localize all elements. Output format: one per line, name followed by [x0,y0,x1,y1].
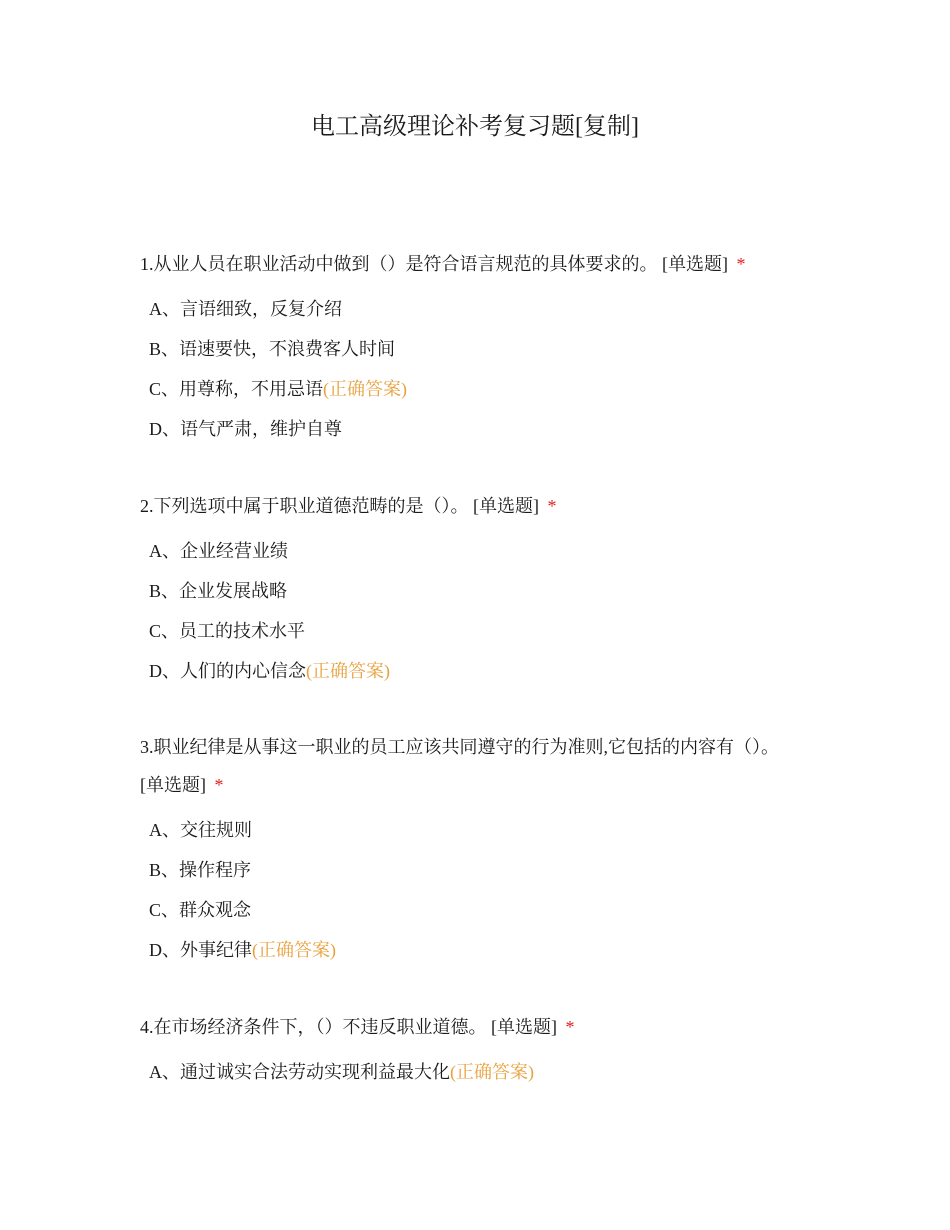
question-2 [140,487,830,691]
correct-answer-tag: (正确答案) [323,379,408,399]
option-text: B、操作程序 [149,860,252,880]
option-d[interactable] [140,409,830,449]
option-a[interactable] [140,810,830,850]
question-stem [140,487,830,525]
option-a[interactable] [140,531,830,571]
option-c[interactable] [140,890,830,930]
option-text: B、语速要快，不浪费客人时间 [149,339,396,359]
required-marker: * [214,775,224,795]
document-title: 电工高级理论补考复习题[复制] [311,114,639,140]
option-text: C、员工的技术水平 [149,621,306,641]
question-3 [140,728,830,970]
option-a[interactable] [140,289,830,329]
correct-answer-tag: (正确答案) [450,1062,534,1082]
question-type-label: [单选题] [491,1017,557,1037]
question-text: 1.从业人员在职业活动中做到（）是符合语言规范的具体要求的。 [140,254,658,274]
option-c[interactable] [140,611,830,651]
option-text: B、企业发展战略 [149,581,288,601]
question-text: 3.职业纪律是从事这一职业的员工应该共同遵守的行为准则,它包括的内容有（）。 [140,737,779,757]
question-text: 2.下列选项中属于职业道德范畴的是（）。 [140,496,469,516]
option-b[interactable] [140,850,830,890]
option-text: C、群众观念 [149,900,252,920]
required-marker: * [565,1017,575,1037]
option-d[interactable] [140,651,830,691]
question-4 [140,1008,830,1092]
correct-answer-tag: (正确答案) [252,940,336,960]
question-stem [140,728,830,804]
option-text: A、企业经营业绩 [149,541,288,561]
required-marker: * [736,254,746,274]
question-type-label: [单选题] [662,254,728,274]
option-text: C、用尊称，不用忌语 [149,379,324,399]
option-d[interactable] [140,930,830,970]
option-text: A、通过诚实合法劳动实现利益最大化 [149,1062,450,1082]
option-text: D、语气严肃，维护自尊 [149,419,342,439]
option-text: D、人们的内心信念 [149,661,306,681]
question-1 [140,245,830,449]
question-stem [140,245,830,283]
option-b[interactable] [140,571,830,611]
option-a[interactable] [140,1052,830,1092]
question-stem [140,1008,830,1046]
option-b[interactable] [140,329,830,369]
option-c[interactable] [140,369,830,409]
correct-answer-tag: (正确答案) [306,661,390,681]
question-type-label: [单选题] [473,496,539,516]
option-text: A、交往规则 [149,820,252,840]
option-text: A、言语细致，反复介绍 [149,299,342,319]
option-text: D、外事纪律 [149,940,252,960]
required-marker: * [547,496,557,516]
question-type-label: [单选题] [140,775,206,795]
question-text: 4.在市场经济条件下，（）不违反职业道德。 [140,1017,487,1037]
